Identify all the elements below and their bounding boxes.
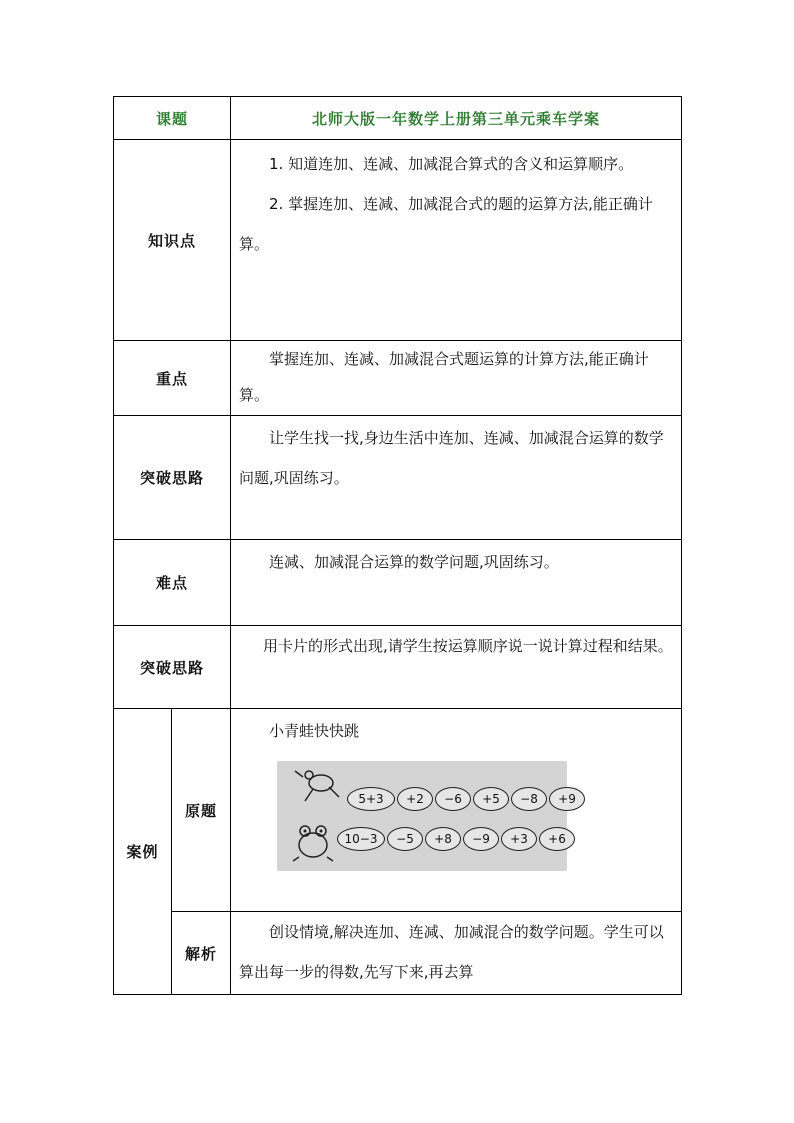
operation-bubble: +3 [501, 827, 537, 851]
example-label: 案例 [114, 709, 172, 995]
operation-bubble: +5 [473, 787, 509, 811]
row-label-approach-2: 突破思路 [114, 626, 231, 709]
approach-1-text: 让学生找一找,身边生活中连加、连减、加减混合运算的数学问题,巩固练习。 [239, 429, 664, 487]
row-label-key-point: 重点 [114, 341, 231, 416]
knowledge-point-2: 2. 掌握连加、连减、加减混合式的题的运算方法,能正确计算。 [239, 195, 653, 253]
operation-bubble: 10−3 [337, 827, 385, 851]
header-label: 课题 [114, 97, 231, 140]
approach-2-text: 用卡片的形式出现,请学生按运算顺序说一说计算过程和结果。 [263, 637, 673, 655]
difficulty-text: 连减、加减混合运算的数学问题,巩固练习。 [269, 553, 559, 571]
knowledge-point-1: 1. 知道连加、连减、加减混合算式的含义和运算顺序。 [269, 155, 634, 173]
analysis-text: 创设情境,解决连加、连减、加减混合的数学问题。学生可以算出每一步的得数,先写下来,再去算 [239, 923, 664, 981]
operation-bubble: +8 [425, 827, 461, 851]
row-label-difficulty: 难点 [114, 540, 231, 626]
operation-bubble: +9 [549, 787, 585, 811]
original-text: 小青蛙快快跳 [269, 722, 360, 740]
operation-bubble: −6 [435, 787, 471, 811]
operation-bubble: 5+3 [347, 787, 395, 811]
row-label-approach-1: 突破思路 [114, 416, 231, 540]
row-label-knowledge: 知识点 [114, 140, 231, 341]
frog-icon-top [293, 765, 343, 805]
operation-bubble: −8 [511, 787, 547, 811]
operation-bubble: +6 [539, 827, 575, 851]
lesson-table [113, 96, 682, 995]
operation-bubble: −9 [463, 827, 499, 851]
operation-bubble: −5 [387, 827, 423, 851]
analysis-label: 解析 [172, 912, 231, 995]
page-title: 北师大版一年数学上册第三单元乘车学案 [231, 97, 682, 140]
frog-jump-illustration [277, 761, 576, 871]
key-point-text: 掌握连加、连减、加减混合式题运算的计算方法,能正确计算。 [239, 350, 649, 404]
frog-icon-bottom [291, 819, 335, 863]
original-label: 原题 [172, 709, 231, 912]
operation-bubble: +2 [397, 787, 433, 811]
